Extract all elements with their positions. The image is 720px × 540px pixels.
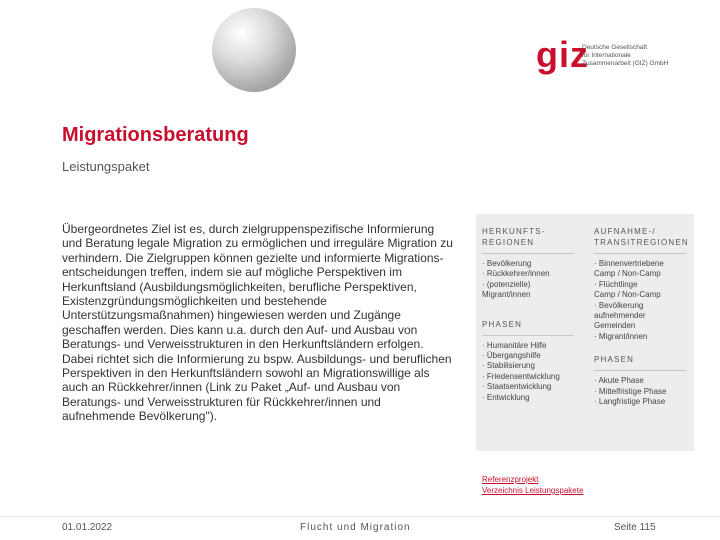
list-item: · Mittelfristige Phase: [594, 386, 667, 396]
list-item: · Flüchtlinge Camp / Non-Camp: [594, 279, 661, 300]
phase-list: [594, 376, 692, 407]
divider: [482, 335, 574, 336]
list-item: · Bevölkerung: [482, 259, 532, 268]
column-heading: AUFNAHME-/ TRANSITREGIONEN: [594, 227, 689, 247]
logo-text-line: für Internationale: [582, 52, 631, 59]
list-item: · Übergangshilfe: [482, 351, 541, 361]
origin-regions-column: [482, 226, 580, 403]
column-heading: HERKUNFTS- REGIONEN: [482, 227, 546, 247]
list-item: · Langfristige Phase: [594, 397, 666, 407]
list-item: · Migrant/innen: [594, 331, 648, 341]
list-item: · Akute Phase: [594, 376, 644, 386]
list-item: · Staatsentwicklung: [482, 382, 552, 392]
giz-logo: [536, 34, 686, 78]
list-item: · Rückkehrer/innen: [482, 269, 550, 279]
page-title: Migrationsberatung: [62, 124, 249, 146]
divider: [482, 253, 574, 254]
link-group: [482, 474, 583, 496]
body-paragraph: Übergeordnetes Ziel ist es, durch zielgruppenspezifische Informierung und Beratung legale Migration zu ermöglichen und irreguläre Migration zu verhindern. Die Zielgruppen können gezielte und informierte Migrations-entscheidungen treffen, indem sie auf mögliche Perspektiven im Herkunftsland (Ausbildungsmöglichkeiten, berufliche Perspektiven, Existenzgründungsmöglichkeiten und bestehende Unterstützungsmaßnahmen) hingewiesen werden und Zugänge geschaffen werden. Dies kann u.a. durch den Auf- und Ausbau von Beratungs- und Verweisstrukturen in den Herkunftsländern erfolgen. Dabei richtet sich die Informierung zu bspw. Ausbildungs- und beruflichen Perspektiven in den Herkunftsländern sowohl an Migrationswillige als auch an Rückkehrer/innen (Link zu Paket „Auf- und Ausbau von Beratungs- und Verweisstrukturen für Rückkehrer/innen und aufnehmende Bevölkerung").: [62, 222, 453, 424]
divider: [594, 370, 686, 371]
logo-mark: giz: [536, 34, 589, 75]
phase-heading: PHASEN: [594, 355, 635, 365]
footer-page-number: Seite 115: [614, 522, 656, 533]
list-item: · Bevölkerung aufnehmender Gemeinden: [594, 300, 646, 331]
transit-list: [594, 259, 692, 342]
logo-text-line: Zusammenarbeit (GIZ) GmbH: [582, 60, 669, 67]
globe-image: [212, 8, 296, 92]
transit-regions-column: [594, 226, 692, 407]
list-item: · Binnenvertriebene Camp / Non-Camp: [594, 259, 664, 279]
list-item: · Entwicklung: [482, 392, 530, 402]
phase-heading: PHASEN: [482, 319, 523, 329]
list-item: · Humanitäre Hilfe: [482, 340, 547, 350]
package-directory-link[interactable]: Verzeichnis Leistungspakete: [482, 486, 584, 495]
footer-date: 01.01.2022: [62, 522, 113, 533]
page-subtitle: Leistungspaket: [62, 159, 150, 174]
footer-topic: Flucht und Migration: [300, 522, 411, 533]
divider: [594, 253, 686, 254]
footer-divider: [0, 516, 720, 517]
logo-text: [582, 44, 692, 68]
phase-list: [482, 341, 580, 403]
reference-project-link[interactable]: Referenzprojekt: [482, 475, 539, 484]
list-item: · (potenzielle) Migrant/innen: [482, 279, 531, 300]
logo-text-line: Deutsche Gesellschaft: [582, 44, 648, 51]
target-group-panel: [476, 214, 694, 451]
origin-list: [482, 259, 580, 301]
list-item: · Stabilisierung: [482, 361, 535, 371]
list-item: · Friedensentwicklung: [482, 371, 560, 381]
